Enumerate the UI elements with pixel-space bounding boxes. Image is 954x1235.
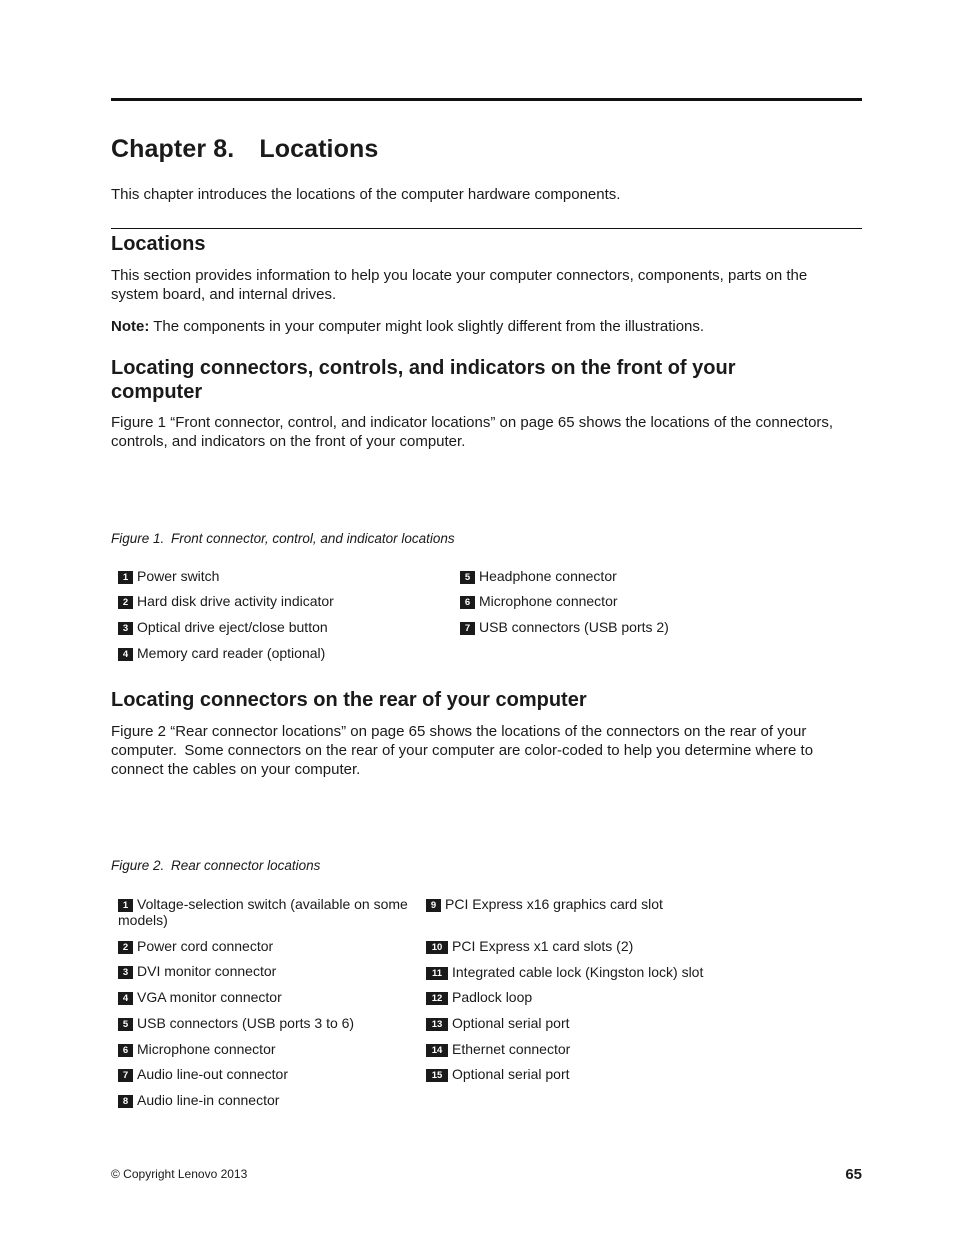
rear-legend-item [426, 989, 532, 1005]
chapter-intro: This chapter introduces the locations of the computer hardware components. [111, 186, 621, 203]
callout-badge: 6 [460, 596, 475, 609]
rear-legend-item [118, 989, 282, 1005]
rear-legend-item [426, 896, 663, 912]
rear-section-intro: Figure 2 “Rear connector locations” on page 65 shows the locations of the connectors on the rear of your computer. Some connectors on the rear of your computer are color-coded to help you determine where to connect the cables on your computer. [111, 723, 814, 778]
callout-badge: 5 [118, 1018, 133, 1031]
legend-label: Optional serial port [452, 1066, 570, 1082]
note-label: Note: [111, 318, 150, 335]
rear-legend-item [118, 1066, 288, 1082]
front-legend-item [460, 568, 617, 584]
callout-badge: 1 [118, 571, 133, 584]
rear-legend-item [118, 963, 276, 979]
rear-legend-item [426, 1066, 570, 1082]
legend-label: Voltage-selection switch (available on some models) [118, 896, 408, 928]
legend-label: Padlock loop [452, 989, 533, 1005]
rear-legend-item [118, 1041, 276, 1057]
callout-badge: 9 [426, 899, 441, 912]
legend-label: Headphone connector [479, 568, 617, 584]
chapter-top-rule [111, 98, 862, 101]
callout-badge: 5 [460, 571, 475, 584]
legend-label: Microphone connector [479, 593, 618, 609]
front-legend-item [118, 593, 334, 609]
front-legend-item [118, 619, 328, 635]
rear-legend-item [426, 1041, 570, 1057]
legend-label: USB connectors (USB ports 3 to 6) [137, 1015, 355, 1031]
legend-label: PCI Express x16 graphics card slot [445, 896, 663, 912]
callout-badge: 15 [426, 1069, 448, 1082]
rear-legend-item [426, 1015, 570, 1031]
rear-legend-item [118, 938, 273, 954]
callout-badge: 7 [460, 622, 475, 635]
figure-2-caption: Figure 2. Rear connector locations [111, 858, 321, 873]
callout-badge: 2 [118, 596, 133, 609]
legend-label: USB connectors (USB ports 2) [479, 619, 669, 635]
note-text: The components in your computer might look slightly different from the illustrations. [153, 318, 705, 335]
legend-label: DVI monitor connector [137, 963, 277, 979]
front-legend-item [118, 645, 325, 661]
chapter-title: Chapter 8. Locations [111, 135, 379, 163]
rear-legend-item [426, 938, 633, 954]
rear-legend-item [118, 1092, 279, 1108]
legend-label: Power switch [137, 568, 220, 584]
front-legend-item [118, 568, 219, 584]
callout-badge: 4 [118, 992, 133, 1005]
legend-label: Audio line-out connector [137, 1066, 288, 1082]
section-intro: This section provides information to help you locate your computer connectors, components, parts on the system board, and internal drives. [111, 267, 808, 303]
legend-label: Audio line-in connector [137, 1092, 280, 1108]
legend-label: VGA monitor connector [137, 989, 282, 1005]
rear-legend-item [118, 1015, 354, 1031]
legend-label: Power cord connector [137, 938, 274, 954]
figure-1-caption: Figure 1. Front connector, control, and indicator locations [111, 531, 455, 546]
callout-badge: 13 [426, 1018, 448, 1031]
rear-legend-item [426, 964, 703, 980]
callout-badge: 4 [118, 648, 133, 661]
section-note [111, 317, 862, 336]
callout-badge: 11 [426, 967, 448, 980]
rear-legend-item [118, 896, 418, 928]
page-number: 65 [845, 1166, 862, 1183]
callout-badge: 12 [426, 992, 448, 1005]
legend-label: Ethernet connector [452, 1041, 571, 1057]
front-section-title: Locating connectors, controls, and indicators on the front of your computer [111, 357, 736, 403]
callout-badge: 8 [118, 1095, 133, 1108]
callout-badge: 14 [426, 1044, 448, 1057]
callout-badge: 6 [118, 1044, 133, 1057]
rear-section-title: Locating connectors on the rear of your computer [111, 689, 587, 711]
callout-badge: 7 [118, 1069, 133, 1082]
callout-badge: 1 [118, 899, 133, 912]
section-title: Locations [111, 233, 206, 255]
legend-label: Optical drive eject/close button [137, 619, 328, 635]
legend-label: PCI Express x1 card slots (2) [452, 938, 634, 954]
front-section-intro: Figure 1 “Front connector, control, and indicator locations” on page 65 shows the locations of the connectors, controls, and indicators on the front of your computer. [111, 414, 834, 450]
legend-label: Hard disk drive activity indicator [137, 593, 334, 609]
legend-label: Integrated cable lock (Kingston lock) slot [452, 964, 704, 980]
front-legend-item [460, 593, 618, 609]
front-legend-item [460, 619, 669, 635]
footer-copyright: © Copyright Lenovo 2013 [111, 1167, 248, 1181]
legend-label: Memory card reader (optional) [137, 645, 326, 661]
callout-badge: 10 [426, 941, 448, 954]
legend-label: Microphone connector [137, 1041, 276, 1057]
callout-badge: 3 [118, 622, 133, 635]
section-rule [111, 228, 862, 229]
callout-badge: 2 [118, 941, 133, 954]
legend-label: Optional serial port [452, 1015, 570, 1031]
callout-badge: 3 [118, 966, 133, 979]
